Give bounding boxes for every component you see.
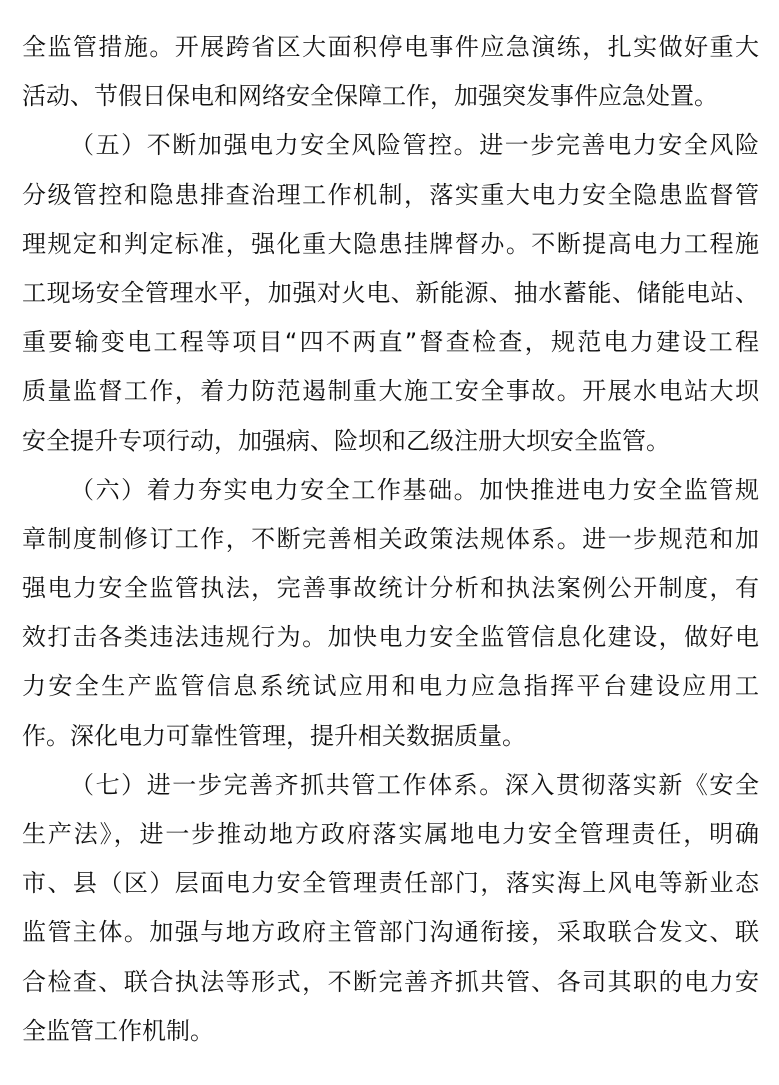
- paragraph-line: 活动、节假日保电和网络安全保障工作，加强突发事件应急处置。: [22, 82, 718, 111]
- paragraph-line: 合检查、联合执法等形式，不断完善齐抓共管、各司其职的电力安: [22, 967, 759, 996]
- paragraph-line: 强电力安全监管执法，完善事故统计分析和执法案例公开制度，有: [22, 574, 759, 603]
- paragraph-line: 力安全生产监管信息系统试应用和电力应急指挥平台建设应用工: [22, 672, 759, 701]
- paragraph-line: 质量监督工作，着力防范遏制重大施工安全事故。开展水电站大坝: [22, 377, 759, 406]
- paragraph-line: 重要输变电工程等项目“四不两直”督查检查，规范电力建设工程: [22, 328, 759, 357]
- paragraph-line: 分级管控和隐患排查治理工作机制，落实重大电力安全隐患监督管: [22, 180, 759, 209]
- paragraph-line: 全监管措施。开展跨省区大面积停电事件应急演练，扎实做好重大: [22, 33, 759, 61]
- paragraph-first-line: （六）着力夯实电力安全工作基础。加快推进电力安全监管规: [70, 475, 759, 504]
- paragraph-first-line: （七）进一步完善齐抓共管工作体系。深入贯彻落实新《安全: [70, 770, 759, 799]
- paragraph-line: 安全提升专项行动，加强病、险坝和乙级注册大坝安全监管。: [22, 426, 670, 455]
- paragraph-line: 效打击各类违法违规行为。加快电力安全监管信息化建设，做好电: [22, 623, 759, 652]
- paragraph-line: 作。深化电力可靠性管理，提升相关数据质量。: [22, 721, 526, 750]
- paragraph-line: 监管主体。加强与地方政府主管部门沟通衔接，采取联合发文、联: [22, 918, 759, 947]
- paragraph-first-line: （五）不断加强电力安全风险管控。进一步完善电力安全风险: [70, 131, 759, 160]
- paragraph-line: 全监管工作机制。: [22, 1016, 214, 1045]
- paragraph-line: 工现场安全管理水平，加强对火电、新能源、抽水蓄能、储能电站、: [22, 278, 759, 307]
- paragraph-line: 理规定和判定标准，强化重大隐患挂牌督办。不断提高电力工程施: [22, 229, 759, 258]
- paragraph-line: 生产法》，进一步推动地方政府落实属地电力安全管理责任，明确: [22, 820, 759, 848]
- paragraph-line: 市、县（区）层面电力安全管理责任部门，落实海上风电等新业态: [22, 869, 759, 898]
- paragraph-line: 章制度制修订工作，不断完善相关政策法规体系。进一步规范和加: [22, 524, 759, 553]
